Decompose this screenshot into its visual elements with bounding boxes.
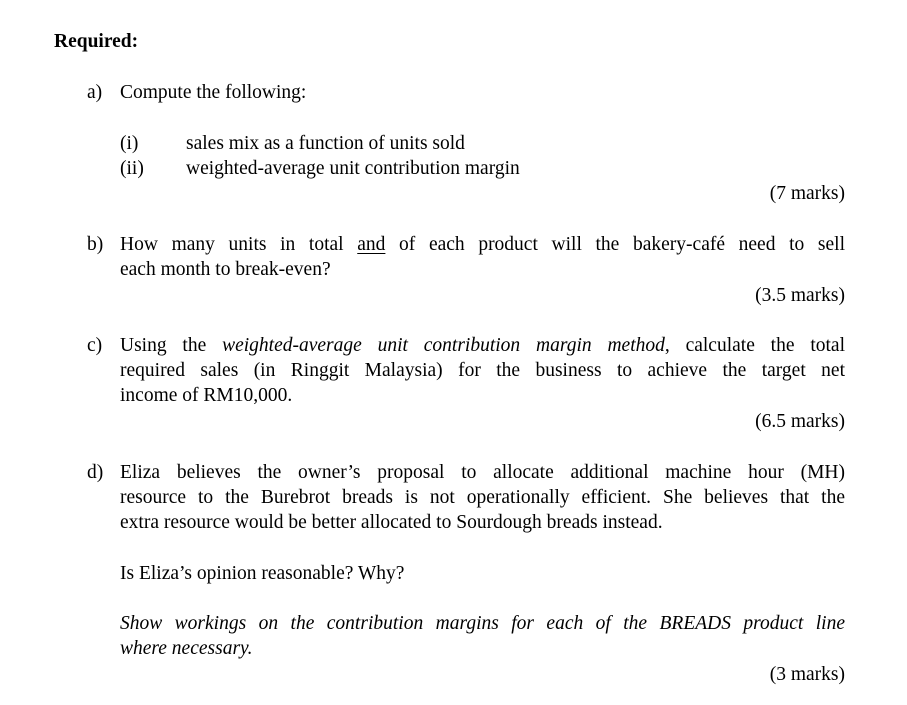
question-b-marks: (3.5 marks) bbox=[755, 285, 845, 306]
question-a-item-1-number: (i) bbox=[120, 133, 139, 154]
question-b-line-1-start: How many units in total bbox=[120, 234, 358, 255]
question-c-line-1 bbox=[120, 333, 845, 358]
question-b-line-1 bbox=[120, 232, 845, 257]
question-a-item-2-text: weighted-average unit contribution margin bbox=[186, 158, 520, 179]
question-b-line-1-end: of each product will the bakery-café need to sell bbox=[385, 234, 845, 255]
question-d-line-3: extra resource would be better allocated to Sourdough breads instead. bbox=[120, 512, 663, 533]
question-d-prompt: Is Eliza’s opinion reasonable? Why? bbox=[120, 563, 405, 584]
question-a-text: Compute the following: bbox=[120, 82, 307, 103]
question-d-instruction-line-2: where necessary. bbox=[120, 638, 253, 659]
question-b-text bbox=[120, 232, 845, 282]
question-d-line-1: Eliza believes the owner’s proposal to allocate additional machine hour (MH) bbox=[120, 462, 845, 483]
question-a-marks: (7 marks) bbox=[769, 183, 845, 204]
question-a-letter: a) bbox=[87, 82, 103, 103]
question-c-letter: c) bbox=[87, 335, 103, 356]
question-c-line-3: income of RM10,000. bbox=[120, 385, 293, 406]
question-c-text bbox=[120, 333, 845, 408]
question-c-line-1-end: , calculate the total bbox=[664, 335, 845, 356]
required-heading: Required: bbox=[54, 31, 139, 52]
question-a-item-2-number: (ii) bbox=[120, 158, 144, 179]
question-c-line-2: required sales (in Ringgit Malaysia) for the business to achieve the target net bbox=[120, 360, 845, 381]
question-b-line-2: each month to break-even? bbox=[120, 259, 331, 280]
question-d-instruction bbox=[120, 611, 845, 661]
question-a-item-1-text: sales mix as a function of units sold bbox=[186, 133, 465, 154]
question-c-line-1-start: Using the bbox=[120, 335, 223, 356]
question-d-line-2: resource to the Burebrot breads is not operationally efficient. She believes that the bbox=[120, 487, 845, 508]
question-c-method-name: weighted-average unit contribution margin method bbox=[222, 335, 665, 356]
question-d-instruction-line-1: Show workings on the contribution margins for each of the BREADS product line bbox=[120, 613, 845, 634]
question-b-letter: b) bbox=[87, 234, 104, 255]
question-d-text bbox=[120, 460, 845, 535]
question-d-marks: (3 marks) bbox=[769, 664, 845, 685]
question-c-marks: (6.5 marks) bbox=[755, 411, 845, 432]
question-d-letter: d) bbox=[87, 462, 104, 483]
question-b-underlined-and: and bbox=[357, 234, 386, 255]
